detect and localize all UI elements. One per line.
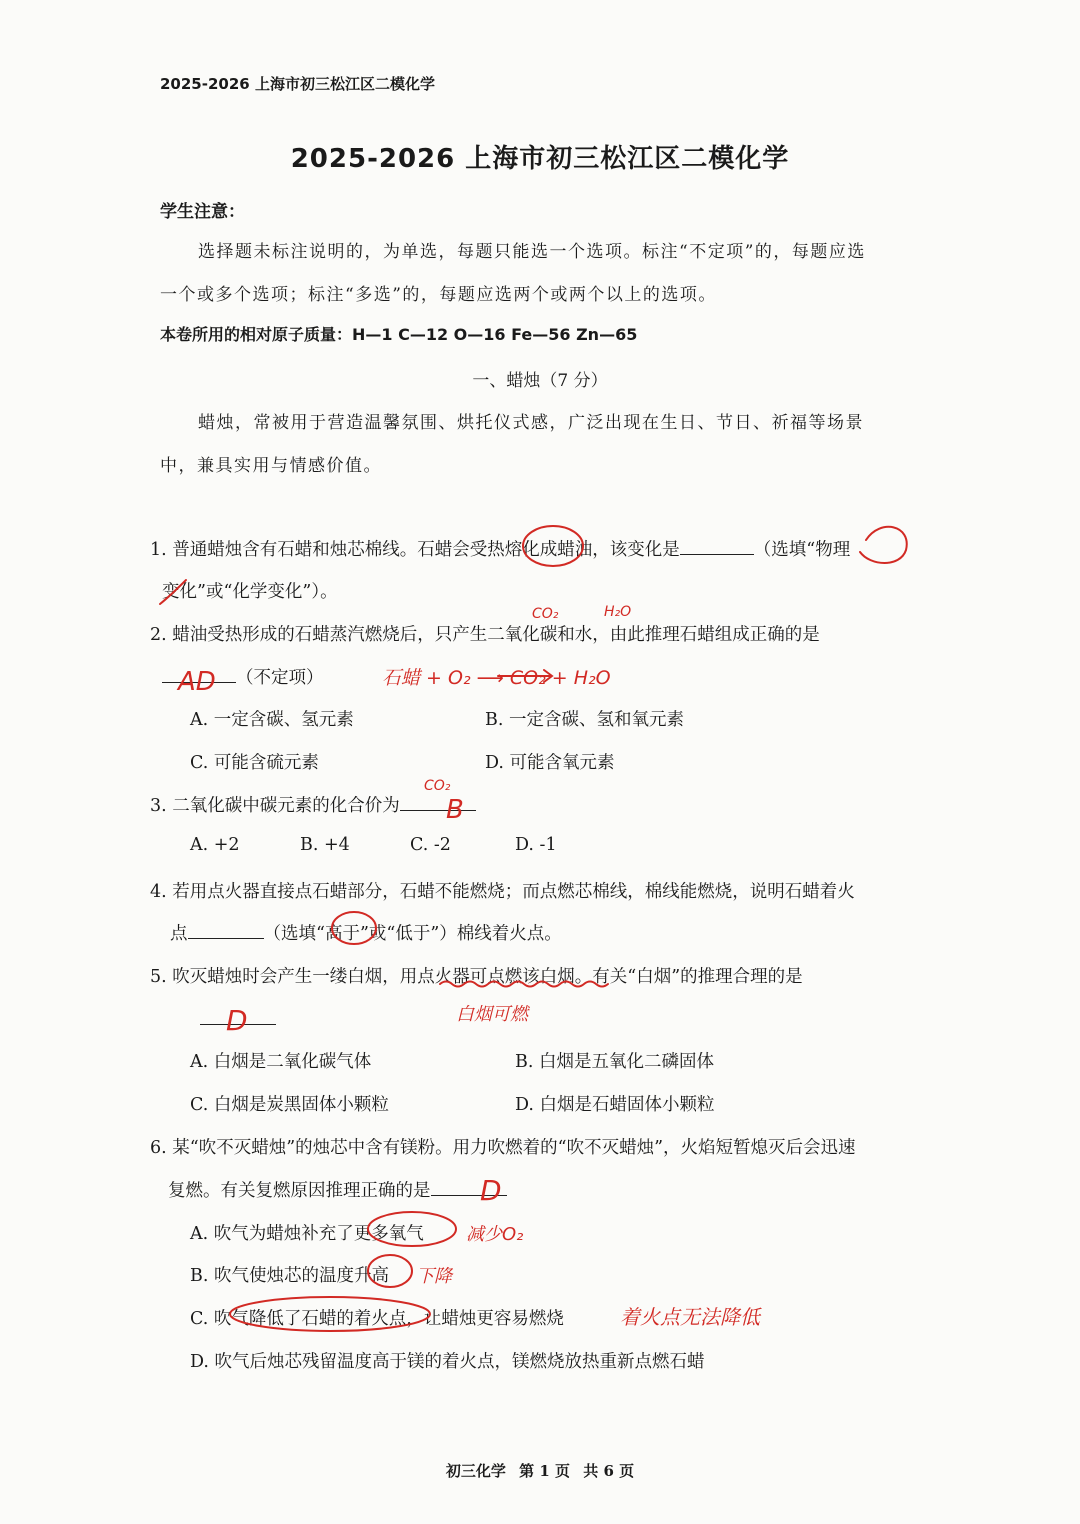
question-3-option-a[interactable]: A. +2 [190,835,240,855]
q3-hw-co2: CO₂ [424,778,451,794]
intro-line-1: 蜡烛，常被用于营造温馨氛围、烘托仪式感，广泛出现在生日、节日、祈福等场景 [198,413,864,433]
section-title: 一、蜡烛（7 分） [472,371,608,391]
q6-hw-note-reduce: 减少O₂ [466,1224,524,1245]
q2-hw-h2o: H₂O [604,604,632,620]
q3-hw-answer: B [446,795,464,825]
question-5-line-1: 5. 吹灭蜡烛时会产生一缕白烟，用点火器可点燃该白烟。有关“白烟”的推理合理的是 [150,967,803,987]
q5-hw-note: 白烟可燃 [456,1004,528,1025]
q6-hw-note-decrease: 下降 [416,1266,452,1287]
question-5-option-a[interactable]: A. 白烟是二氧化碳气体 [190,1052,372,1072]
q2-arrow [498,670,552,682]
question-4-blank[interactable] [188,920,264,939]
question-5-option-d[interactable]: D. 白烟是石蜡固体小颗粒 [515,1095,715,1115]
q6-hw-answer: D [480,1174,502,1207]
question-1-hint: （选填“物理 [753,540,851,560]
question-2-suffix: （不定项） [236,668,324,688]
page-footer [0,1460,1080,1481]
q1-circle-physical [860,527,907,563]
question-6-option-b[interactable]: B. 吹气使烛芯的温度升高 [190,1266,389,1286]
question-6-blank[interactable] [431,1177,507,1196]
q5-hw-answer: D [226,1004,248,1037]
page-header: 2025-2026 上海市初三松江区二模化学 [160,75,435,93]
question-5-blank[interactable] [200,1006,276,1025]
q6-hw-note-ignition: 着火点无法降低 [620,1305,760,1329]
question-5-option-b[interactable]: B. 白烟是五氧化二磷固体 [515,1052,714,1072]
question-3-option-b[interactable]: B. +4 [300,835,350,855]
notice-label: 学生注意： [160,202,245,222]
question-5-option-c[interactable]: C. 白烟是炭黑固体小颗粒 [190,1095,389,1115]
footer-subject: 初三化学 [445,1462,506,1480]
question-2-option-d[interactable]: D. 可能含氧元素 [485,753,615,773]
question-1-blank[interactable] [680,536,754,555]
q2-hw-answer: AD [178,667,216,697]
question-4-hint: （选填“高于”或“低于”）棉线着火点。 [263,924,562,944]
question-6-line-2 [168,1177,507,1202]
question-2-option-c[interactable]: C. 可能含硫元素 [190,753,319,773]
notice-line-2: 一个或多个选项；标注“多选”的，每题应选两个或两个以上的选项。 [160,285,717,305]
question-6-text: 复燃。有关复燃原因推理正确的是 [168,1181,431,1201]
question-6-line-1: 6. 某“吹不灭蜡烛”的烛芯中含有镁粉。用力吹燃着的“吹不灭蜡烛”，火焰短暂熄灭后会迅速 [150,1138,856,1158]
question-2-blank[interactable] [162,664,236,683]
notice-line-1: 选择题未标注说明的，为单选，每题只能选一个选项。标注“不定项”的，每题应选 [198,242,866,262]
question-2-option-b[interactable]: B. 一定含碳、氢和氧元素 [485,710,684,730]
question-2-option-a[interactable]: A. 一定含碳、氢元素 [190,710,354,730]
question-3-line-1 [150,792,476,817]
question-1-line-2: 变化”或“化学变化”）。 [162,582,338,602]
question-5-line-2 [200,1006,276,1030]
question-6-option-d[interactable]: D. 吹气后烛芯残留温度高于镁的着火点，镁燃烧放热重新点燃石蜡 [190,1352,705,1372]
question-6-option-a[interactable]: A. 吹气为蜡烛补充了更多氧气 [190,1224,424,1244]
question-3-text: 3. 二氧化碳中碳元素的化合价为 [150,796,400,816]
question-2-line-1: 2. 蜡油受热形成的石蜡蒸汽燃烧后，只产生二氧化碳和水，由此推理石蜡组成正确的是 [150,625,820,645]
exam-title: 2025-2026 上海市初三松江区二模化学 [290,144,790,174]
q2-hw-equation: 石蜡 + O₂ ⟶ CO₂ + H₂O [382,667,611,689]
question-2-line-2 [162,664,324,689]
question-3-option-c[interactable]: C. -2 [410,835,451,855]
question-3-option-d[interactable]: D. -1 [515,835,557,855]
q2-hw-co2: CO₂ [532,606,559,622]
footer-page-number: 第 1 页 [519,1462,570,1480]
question-1-line-1 [150,536,850,561]
question-1-text: 1. 普通蜡烛含有石蜡和烛芯棉线。石蜡会受热熔化成蜡油，该变化是 [150,540,680,560]
question-3-blank[interactable] [400,792,476,811]
question-4-line-2 [170,920,562,945]
footer-total-pages: 共 6 页 [583,1462,635,1480]
intro-line-2: 中，兼具实用与情感价值。 [160,456,382,476]
question-4-text: 点 [170,924,188,944]
atomic-mass-line: 本卷所用的相对原子质量：H—1 C—12 O—16 Fe—56 Zn—65 [160,325,638,344]
question-4-line-1: 4. 若用点火器直接点石蜡部分，石蜡不能燃烧；而点燃芯棉线，棉线能燃烧，说明石蜡着火 [150,882,855,902]
question-6-option-c[interactable]: C. 吹气降低了石蜡的着火点，让蜡烛更容易燃烧 [190,1309,564,1329]
